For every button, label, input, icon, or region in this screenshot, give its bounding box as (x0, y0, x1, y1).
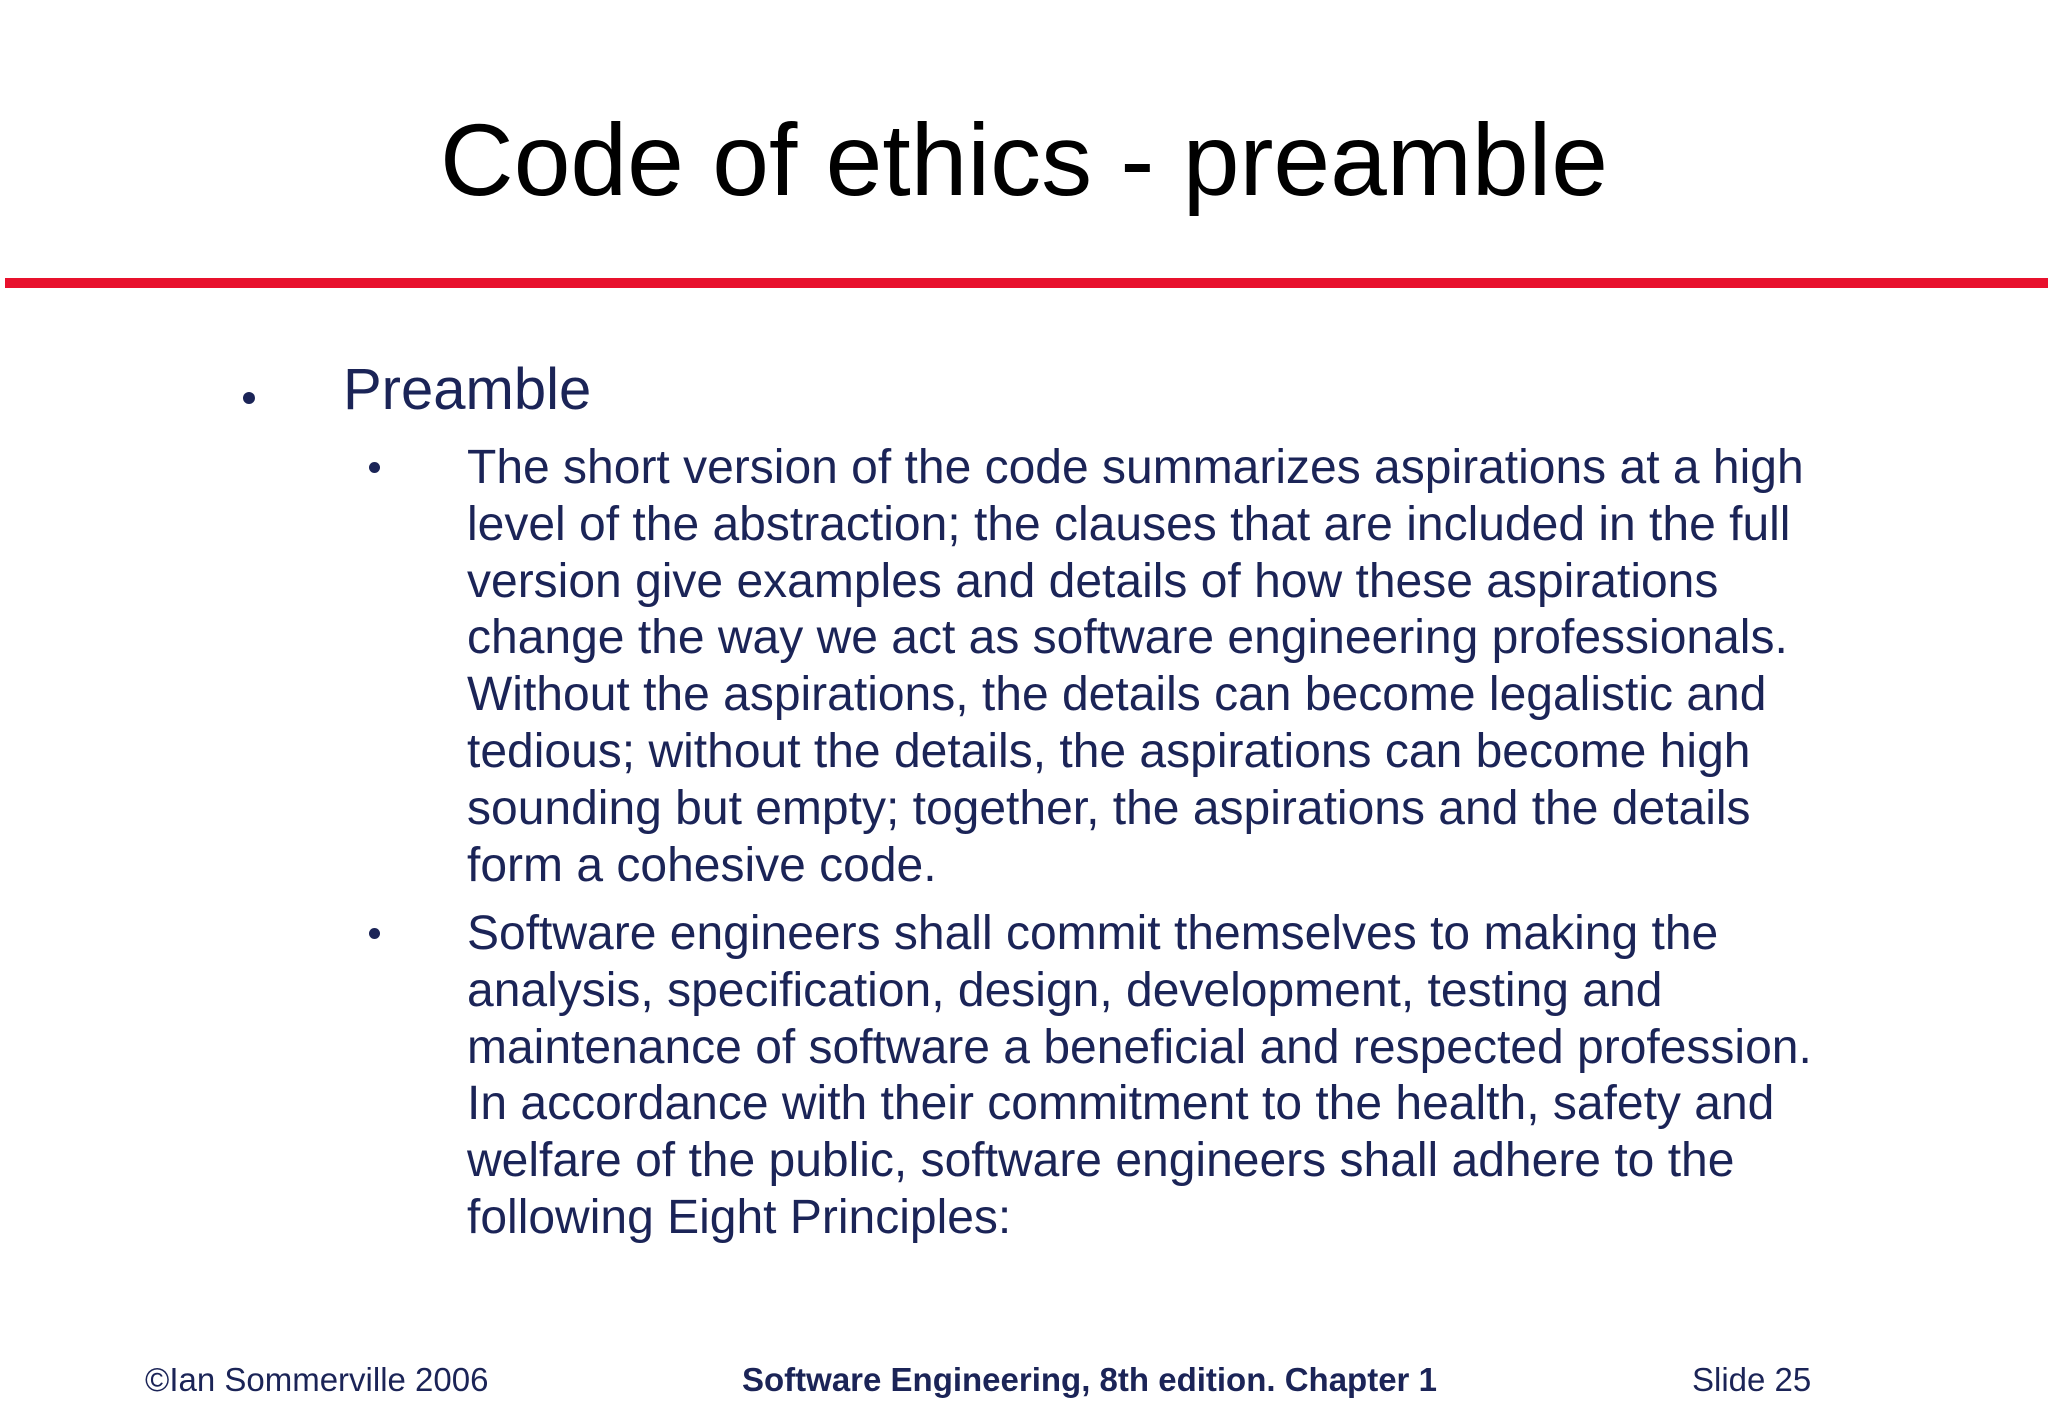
text-line: version give examples and details of how these aspirations (467, 554, 1719, 608)
text-line: welfare of the public, software engineers shall adhere to the (467, 1134, 1735, 1188)
bullet-label: Preamble (343, 357, 592, 422)
text-line: analysis, specification, design, development, testing and (467, 963, 1663, 1017)
text-line: following Eight Principles: (467, 1190, 1012, 1244)
text-line: maintenance of software a beneficial and respected profession. (467, 1020, 1812, 1074)
text-line: form a cohesive code. (467, 838, 937, 892)
subbullet-text (467, 906, 1987, 1247)
subbullet-text (467, 440, 1987, 894)
text-line: tedious; without the details, the aspirations can become high (467, 724, 1751, 778)
text-line: change the way we act as software engineering professionals. (467, 611, 1788, 665)
footer-book-title: Software Engineering, 8th edition. Chapter 1 (742, 1361, 1437, 1398)
text-line: Software engineers shall commit themselves to making the (467, 907, 1719, 960)
footer-copyright: ©Ian Sommerville 2006 (145, 1361, 489, 1398)
text-line: In accordance with their commitment to the health, safety and (467, 1077, 1775, 1131)
text-line: sounding but empty; together, the aspirations and the details (467, 781, 1751, 835)
footer-slide-number: Slide 25 (1692, 1361, 1812, 1398)
text-line: Without the aspirations, the details can become legalistic and (467, 668, 1767, 722)
slide-title: Code of ethics - preamble (440, 103, 1608, 217)
text-line: The short version of the code summarizes aspirations at a high (467, 441, 1804, 494)
text-line: level of the abstraction; the clauses that are included in the full (467, 497, 1791, 551)
